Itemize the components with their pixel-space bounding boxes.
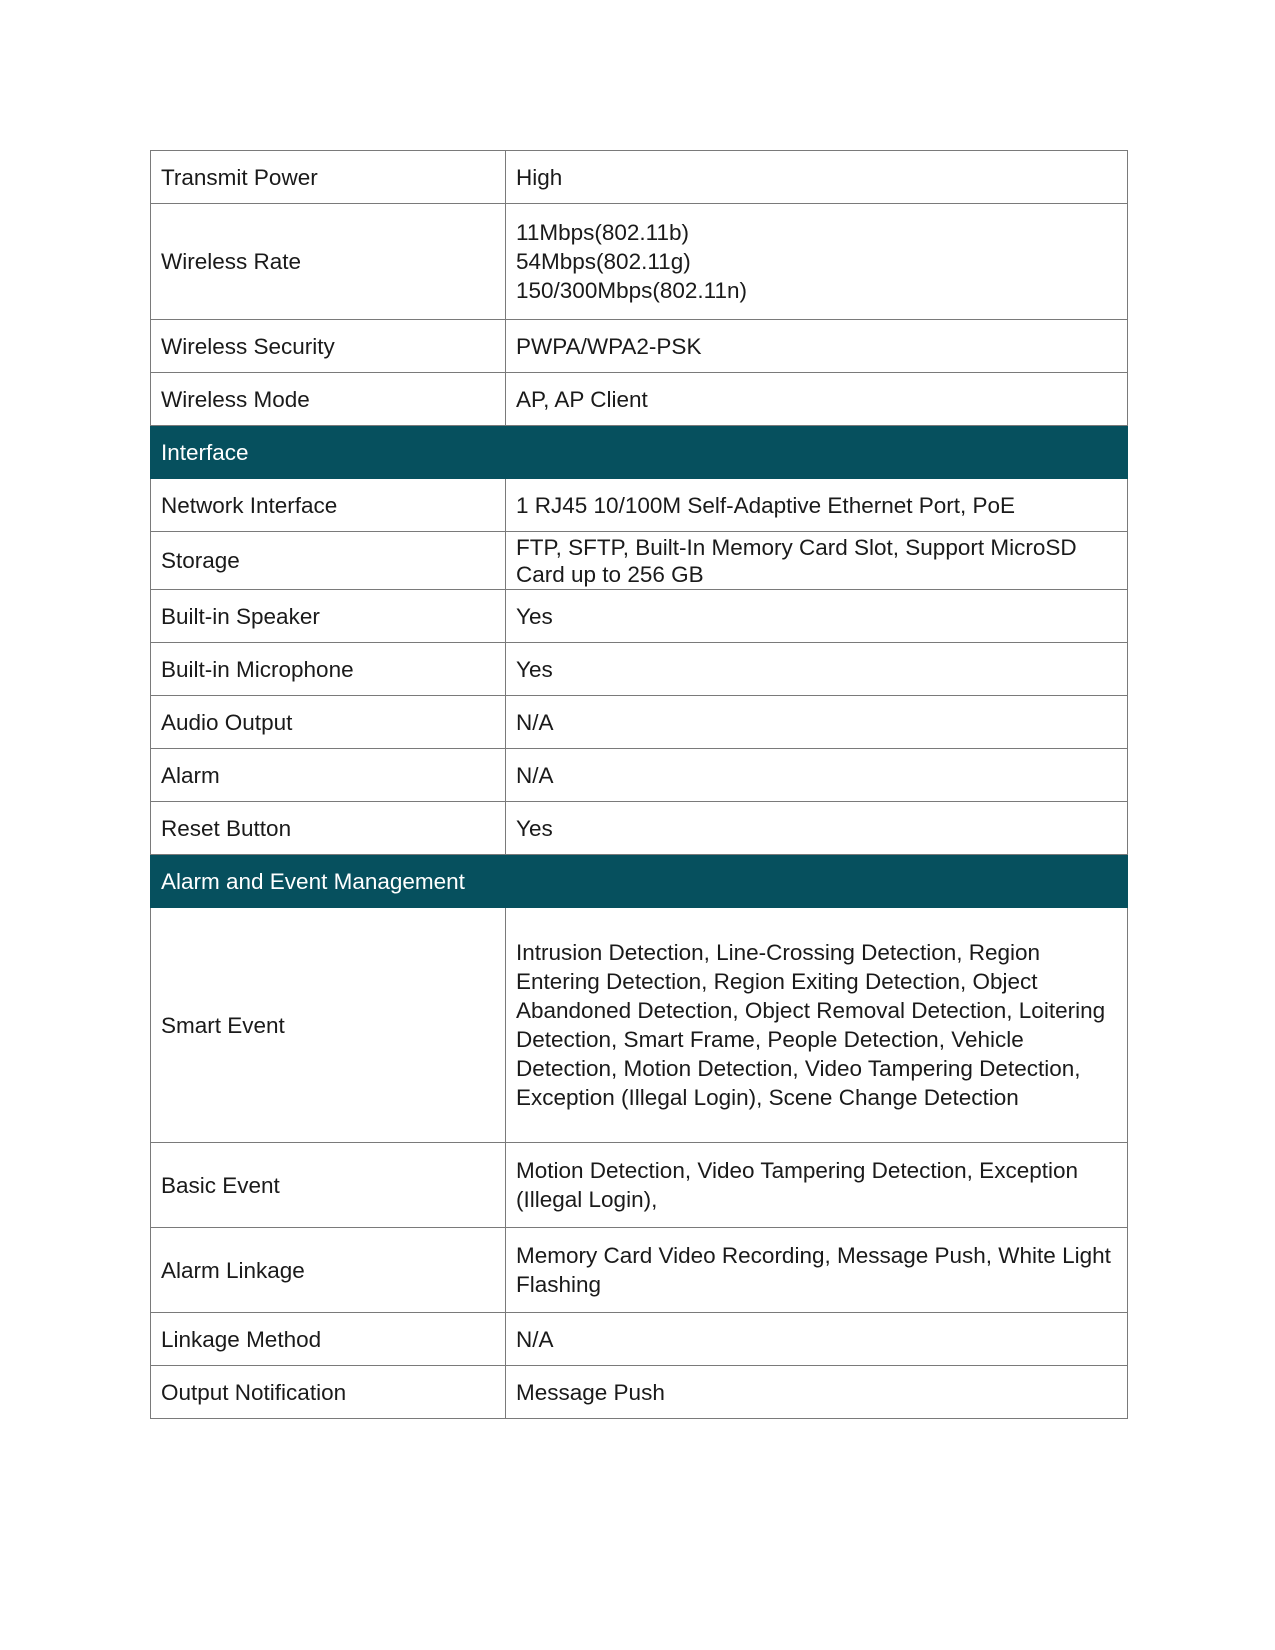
value-line: N/A: [516, 709, 554, 735]
row-value: [506, 479, 1128, 532]
section-header-row: [151, 426, 1128, 479]
row-value: [506, 151, 1128, 204]
row-value: [506, 320, 1128, 373]
row-label: Wireless Rate: [151, 204, 506, 320]
row-label: Wireless Security: [151, 320, 506, 373]
table-row: [151, 749, 1128, 802]
row-label: Output Notification: [151, 1366, 506, 1419]
table-row: [151, 908, 1128, 1143]
row-label: Linkage Method: [151, 1313, 506, 1366]
value-line: FTP, SFTP, Built-In Memory Card Slot, Support MicroSD Card up to 256 GB: [516, 534, 1077, 587]
row-label: Alarm: [151, 749, 506, 802]
table-row: [151, 643, 1128, 696]
row-value: [506, 373, 1128, 426]
spec-table: [150, 150, 1128, 1419]
table-row: [151, 532, 1128, 590]
row-label: Network Interface: [151, 479, 506, 532]
row-value: [506, 749, 1128, 802]
table-row: [151, 1313, 1128, 1366]
value-line: AP, AP Client: [516, 386, 648, 412]
section-title: Alarm and Event Management: [151, 855, 1128, 908]
value-line: 11Mbps(802.11b): [516, 220, 690, 245]
row-value: [506, 1313, 1128, 1366]
row-label: Built-in Microphone: [151, 643, 506, 696]
value-line: Intrusion Detection, Line-Crossing Detection, Region Entering Detection, Region Exiting Detection, Object Abandoned Detection, Object Removal Detection, Loitering Detection, Smart Frame, People Detection, Vehicle Detection, Motion Detection, Video Tampering Detection, Exception (Illegal Login), Scene Change Detection: [516, 940, 1106, 1110]
value-line: Message Push: [516, 1379, 665, 1405]
table-row: [151, 802, 1128, 855]
row-label: Reset Button: [151, 802, 506, 855]
row-value: [506, 1228, 1128, 1313]
row-label: Wireless Mode: [151, 373, 506, 426]
row-value: [506, 802, 1128, 855]
value-line: Yes: [516, 656, 553, 682]
row-value: [506, 532, 1128, 590]
table-row: [151, 204, 1128, 320]
table-row: [151, 1228, 1128, 1313]
value-line: Memory Card Video Recording, Message Push, White Light Flashing: [516, 1243, 1111, 1297]
value-line: N/A: [516, 1326, 554, 1352]
row-value: [506, 643, 1128, 696]
section-header-row: [151, 855, 1128, 908]
row-label: Basic Event: [151, 1143, 506, 1228]
row-label: Transmit Power: [151, 151, 506, 204]
table-row: [151, 373, 1128, 426]
value-line: 1 RJ45 10/100M Self-Adaptive Ethernet Port, PoE: [516, 492, 1016, 518]
row-label: Alarm Linkage: [151, 1228, 506, 1313]
table-row: [151, 151, 1128, 204]
row-value: [506, 1143, 1128, 1228]
row-value: [506, 696, 1128, 749]
row-label: Built-in Speaker: [151, 590, 506, 643]
section-title: Interface: [151, 426, 1128, 479]
value-line: N/A: [516, 762, 554, 788]
row-value: [506, 1366, 1128, 1419]
table-row: [151, 320, 1128, 373]
value-line: High: [516, 164, 563, 190]
value-line: Motion Detection, Video Tampering Detection, Exception (Illegal Login),: [516, 1158, 1078, 1212]
row-label: Smart Event: [151, 908, 506, 1143]
table-row: [151, 1366, 1128, 1419]
value-line: PWPA/WPA2-PSK: [516, 333, 702, 359]
table-row: [151, 590, 1128, 643]
value-line: 54Mbps(802.11g): [516, 249, 691, 274]
table-row: [151, 479, 1128, 532]
table-row: [151, 1143, 1128, 1228]
row-label: Audio Output: [151, 696, 506, 749]
row-value: [506, 908, 1128, 1143]
value-line: Yes: [516, 603, 553, 629]
table-row: [151, 696, 1128, 749]
value-line: Yes: [516, 815, 553, 841]
value-line: 150/300Mbps(802.11n): [516, 278, 747, 303]
row-value: [506, 590, 1128, 643]
row-label: Storage: [151, 532, 506, 590]
row-value: [506, 204, 1128, 320]
